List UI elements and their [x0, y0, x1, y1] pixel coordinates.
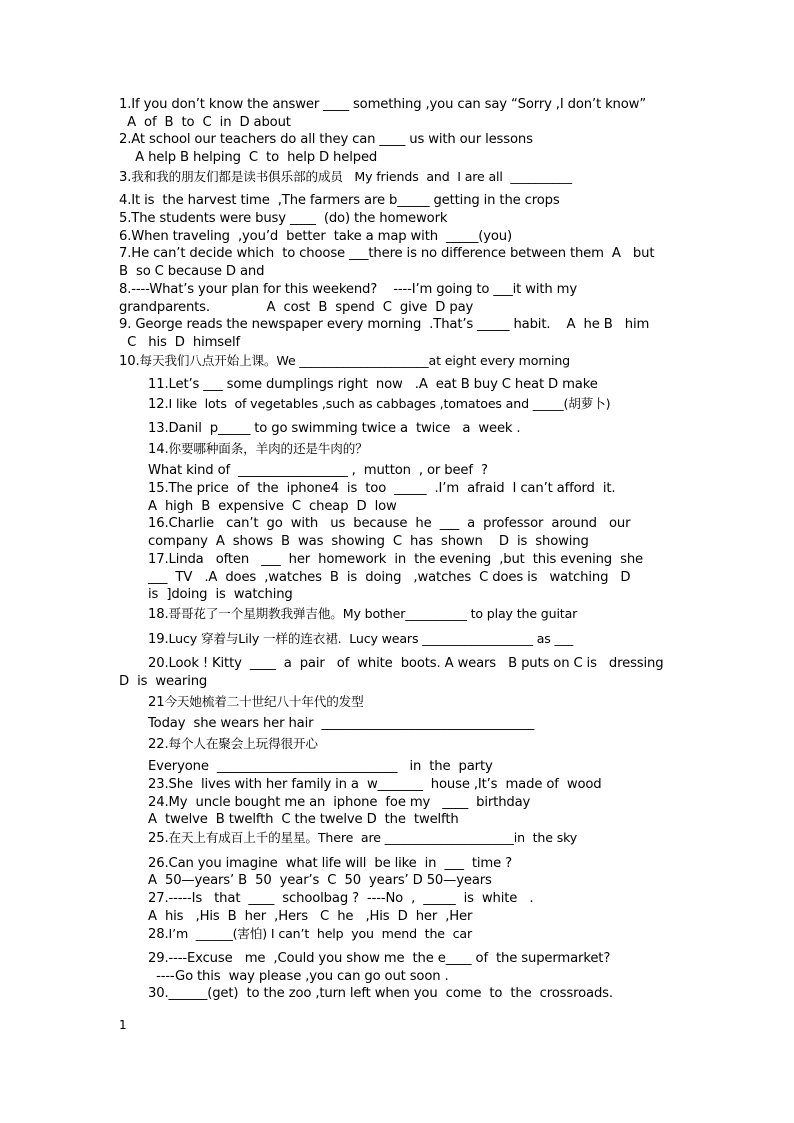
question-6-line-1: 6.When traveling ,you’d better take a map with _____(you) [119, 229, 512, 244]
question-9-line-2: C his D himself [119, 335, 240, 350]
question-17-line-3: is ]doing is watching [148, 587, 293, 602]
question-26-line-2: A 50—years’ B 50 year’s C 50 years’ D 50—years [148, 873, 492, 888]
question-4-line-1: 4.It is the harvest time ,The farmers are b_____ getting in the crops [119, 193, 560, 208]
question-17-line-1: 17.Linda often ___ her homework in the evening ,but this evening she [148, 552, 643, 567]
question-22-line-1: 22.每个人在聚会上玩得很开心 [148, 736, 318, 752]
question-16-line-1: 16.Charlie can’t go with us because he ___ a professor around our [148, 516, 631, 531]
question-26-line-1: 26.Can you imagine what life will be like in ___ time ? [148, 856, 512, 871]
question-12-line-1: 12.I like lots of vegetables ,such as cabbages ,tomatoes and _____(胡萝卜) [148, 396, 611, 412]
question-18-line-1: 18.哥哥花了一个星期教我弹吉他。My bother__________ to play the guitar [148, 606, 578, 622]
question-8-line-2: grandparents. A cost B spend C give D pay [119, 300, 474, 315]
question-11-line-1: 11.Let’s ___ some dumplings right now .A eat B buy C heat D make [148, 377, 598, 392]
question-2-line-2: A help B helping C to help D helped [119, 150, 378, 165]
question-17-line-2: ___ TV .A does ,watches B is doing ,watches C does is watching D [148, 570, 631, 585]
question-1-line-2: A of B to C in D about [119, 115, 291, 130]
question-25-line-1: 25.在天上有成百上千的星星。There are _____________________in the sky [148, 830, 578, 846]
question-14-line-1: 14.你要哪种面条，羊肉的还是牛肉的？ [148, 441, 368, 457]
question-24-line-2: A twelve B twelfth C the twelve D the twelfth [148, 812, 459, 827]
question-30-line-1: 30.______(get) to the zoo ,turn left when you come to the crossroads. [148, 986, 613, 1001]
question-29-line-2: ----Go this way please ,you can go out soon . [148, 969, 449, 984]
question-1-line-1: 1.If you don’t know the answer ____ something ,you can say “Sorry ,I don’t know” [119, 97, 647, 112]
question-15-line-2: A high B expensive C cheap D low [148, 499, 397, 514]
question-27-line-1: 27.-----Is that ____ schoolbag ? ----No , _____ is white . [148, 891, 534, 906]
question-19-line-1: 19.Lucy 穿着与Lily 一样的连衣裙. Lucy wears __________________ as ___ [148, 631, 573, 647]
question-21-line-1: 21今天她梳着二十世纪八十年代的发型 [148, 694, 364, 710]
question-10-line-1: 10.每天我们八点开始上课。We _____________________at eight every morning [119, 353, 571, 369]
question-27-line-2: A his ,His B her ,Hers C he ,His D her ,Her [148, 909, 473, 924]
page-number: 1 [119, 1018, 127, 1032]
question-5-line-1: 5.The students were busy ____ (do) the homework [119, 211, 448, 226]
question-28-line-1: 28.I’m ______(害怕) I can’t help you mend the car [148, 926, 472, 942]
question-20-line-1: 20.Look ! Kitty ____ a pair of white boots. A wears B puts on C is dressing [148, 656, 664, 671]
question-8-line-1: 8.----What’s your plan for this weekend? ----I’m going to ___it with my [119, 282, 578, 297]
question-16-line-2: company A shows B was showing C has shown D is showing [148, 534, 589, 549]
question-20-line-2: D is wearing [119, 674, 208, 689]
question-29-line-1: 29.----Excuse me ,Could you show me the e____ of the supermarket? [148, 951, 611, 966]
question-3-line-1: 3.我和我的朋友们都是读书俱乐部的成员 My friends and I are all __________ [119, 169, 572, 185]
question-13-line-1: 13.Danil p_____ to go swimming twice a twice a week . [148, 421, 521, 436]
question-7-line-1: 7.He can’t decide which to choose ___there is no difference between them A but [119, 246, 655, 261]
question-2-line-1: 2.At school our teachers do all they can ____ us with our lessons [119, 132, 533, 147]
question-23-line-1: 23.She lives with her family in a w_______ house ,It’s made of wood [148, 777, 602, 792]
question-22-line-2: Everyone ____________________________ in the party [148, 759, 493, 774]
question-24-line-1: 24.My uncle bought me an iphone foe my ____ birthday [148, 795, 531, 810]
question-7-line-2: B so C because D and [119, 264, 265, 279]
question-9-line-1: 9. George reads the newspaper every morning .That’s _____ habit. A he B him [119, 317, 650, 332]
question-21-line-2: Today she wears her hair _________________________________ [148, 716, 535, 731]
question-15-line-1: 15.The price of the iphone4 is too _____ .I’m afraid I can’t afford it. [148, 481, 616, 496]
question-14-line-2: What kind of _________________ , mutton , or beef ? [148, 463, 488, 478]
